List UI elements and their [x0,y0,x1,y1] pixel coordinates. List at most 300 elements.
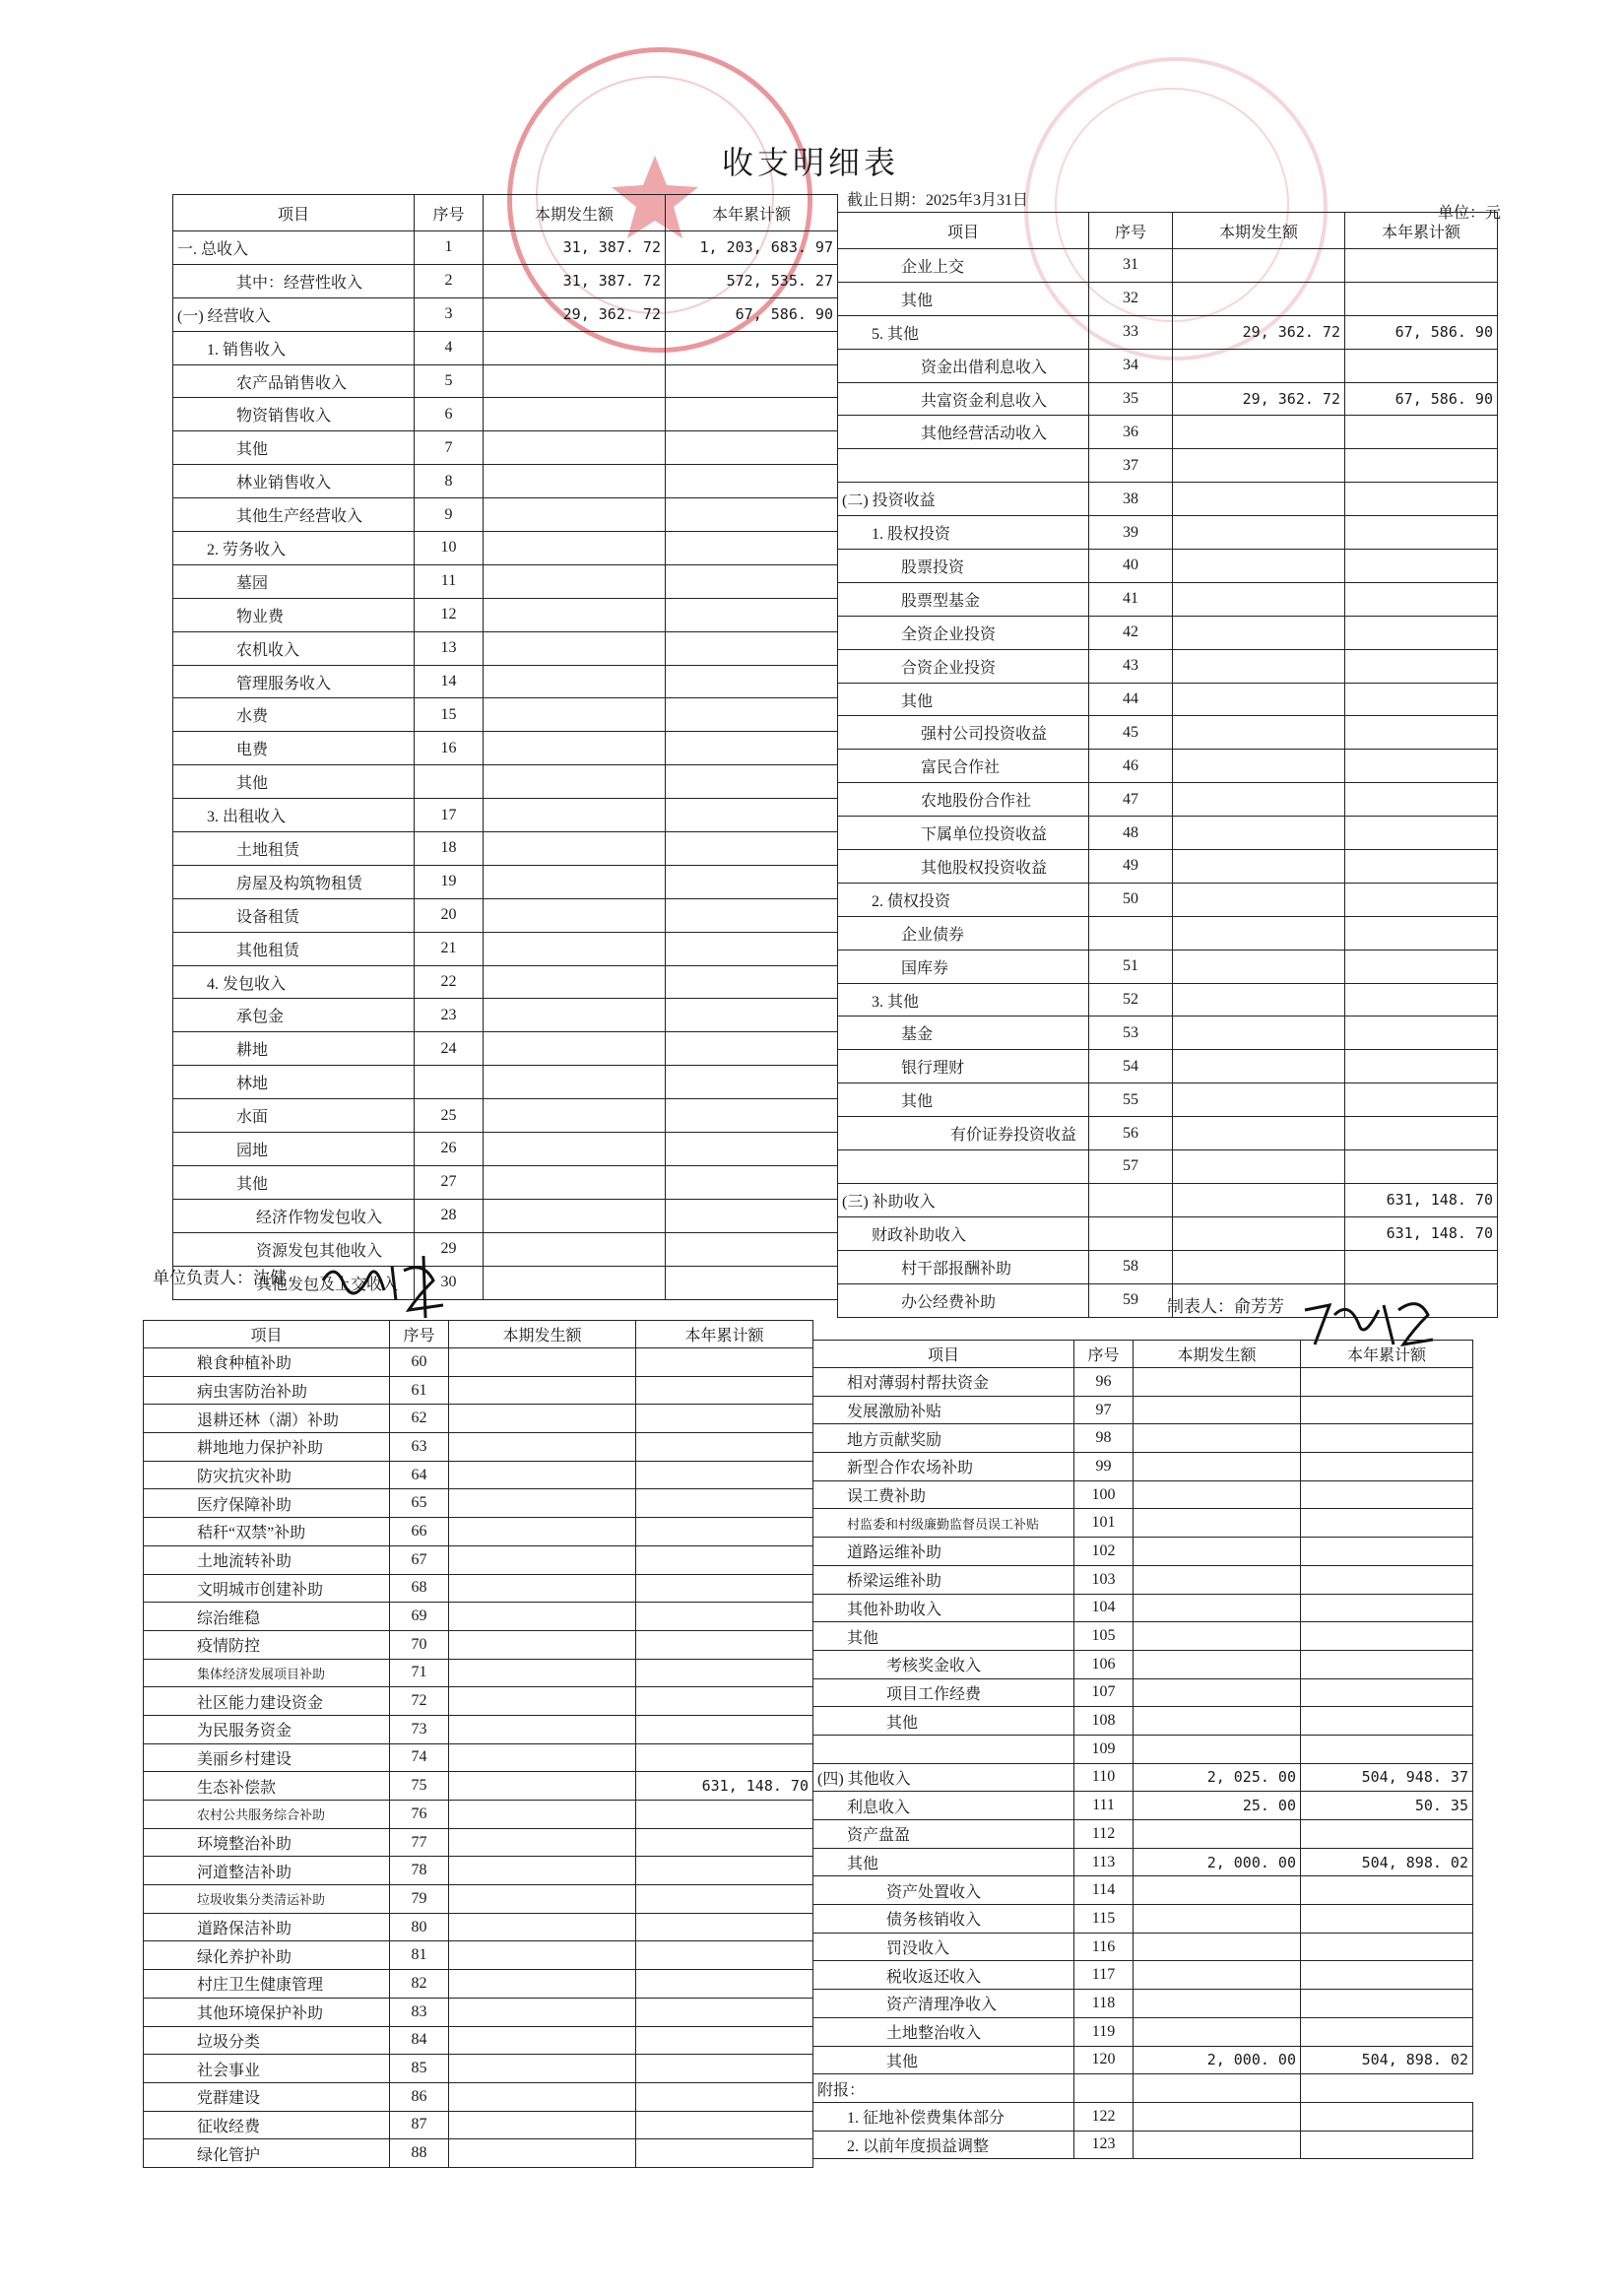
table-row [144,1998,813,2026]
table-row [173,999,838,1032]
row-ytd-cell [636,1913,813,1941]
row-ytd-cell [1301,1650,1473,1678]
row-ytd-cell [666,765,838,799]
row-item-cell: 基金 [838,1017,1089,1050]
row-item-cell: 其他经营活动收入 [838,416,1089,449]
row-item-cell: 全资企业投资 [838,616,1089,649]
row-ytd-cell [1345,1250,1498,1283]
row-ytd-cell [1345,416,1498,449]
row-ytd-cell [1301,2131,1473,2159]
row-period-cell [1173,1083,1345,1117]
table-row [144,1630,813,1659]
table-row [813,1933,1473,1961]
row-seq-cell: 42 [1089,616,1173,649]
row-seq-cell: 77 [390,1828,449,1857]
table-row [173,631,838,665]
row-period-cell: 25. 00 [1134,1792,1301,1820]
col-period-header: 本期发生额 [1134,1341,1301,1368]
row-seq-cell: 107 [1074,1678,1134,1707]
row-item-cell: 社会事业 [144,2055,390,2083]
row-seq-cell: 43 [1089,649,1173,683]
table-row [144,1885,813,1914]
row-period-cell [449,1687,636,1716]
row-ytd-cell [666,598,838,631]
row-ytd-cell [666,1133,838,1166]
row-ytd-cell [1345,850,1498,884]
col-ytd-header: 本年累计额 [636,1321,813,1348]
row-item-cell: 村监委和村级廉勤监督员误工补贴 [813,1509,1074,1538]
row-ytd-cell [666,1266,838,1299]
row-item-cell: 电费 [173,732,415,765]
row-item-cell: 道路保洁补助 [144,1913,390,1941]
row-seq-cell: 11 [415,564,484,598]
row-ytd-cell [1301,1961,1473,1990]
table-row [144,1801,813,1829]
row-item-cell: 房屋及构筑物租赁 [173,865,415,898]
table-row [173,865,838,898]
row-seq-cell: 113 [1074,1848,1134,1876]
row-period-cell [1173,550,1345,583]
row-item-cell: 相对薄弱村帮扶资金 [813,1368,1074,1397]
table-row [813,1792,1473,1820]
row-period-cell [449,1433,636,1462]
row-period-cell [449,1715,636,1743]
row-item-cell: 2. 以前年度损益调整 [813,2131,1074,2159]
row-period-cell [1173,349,1345,382]
row-ytd-cell [1345,616,1498,649]
row-period-cell [449,1743,636,1772]
row-period-cell [484,364,666,398]
table-row [144,2139,813,2168]
table-row [813,2131,1473,2159]
col-ytd-header: 本年累计额 [1345,213,1498,249]
table-row [144,1461,813,1489]
col-period-header: 本期发生额 [1173,213,1345,249]
row-period-cell [1173,483,1345,516]
row-period-cell [1173,817,1345,850]
table-row [173,364,838,398]
row-seq-cell: 31 [1089,249,1173,283]
row-period-cell [1134,1735,1301,1763]
row-ytd-cell [636,1574,813,1603]
income-table-left [172,194,838,1300]
row-ytd-cell [666,898,838,932]
row-period-cell: 2, 025. 00 [1134,1763,1301,1792]
table-row [838,1083,1498,1117]
table-row [144,1518,813,1546]
row-ytd-cell [636,2111,813,2139]
row-item-cell: 土地租赁 [173,832,415,866]
row-period-cell [449,1857,636,1885]
col-period-header: 本期发生额 [484,195,666,231]
row-seq-cell: 53 [1089,1017,1173,1050]
row-period-cell [484,431,666,465]
row-ytd-cell: 50. 35 [1301,1792,1473,1820]
row-seq-cell: 71 [390,1659,449,1687]
table-row [813,1678,1473,1707]
row-ytd-cell: 572, 535. 27 [666,264,838,297]
table-row [144,1913,813,1941]
row-period-cell [484,1199,666,1232]
table-row [144,1603,813,1631]
row-ytd-cell [666,532,838,565]
row-ytd-cell [636,1998,813,2026]
row-period-cell [1173,649,1345,683]
row-seq-cell: 44 [1089,683,1173,716]
table-row [838,416,1498,449]
row-item-cell: 罚没收入 [813,1933,1074,1961]
row-item-cell: 农机收入 [173,631,415,665]
row-ytd-cell [666,364,838,398]
row-item-cell: 水费 [173,698,415,732]
col-period-header: 本期发生额 [449,1321,636,1348]
row-period-cell [1134,1565,1301,1594]
table-row [838,483,1498,516]
row-ytd-cell [636,2082,813,2111]
row-item-cell: 其他租赁 [173,932,415,965]
row-seq-cell: 68 [390,1574,449,1603]
row-period-cell [1134,1622,1301,1651]
row-item-cell: 村干部报酬补助 [838,1250,1089,1283]
row-seq-cell: 2 [415,264,484,297]
row-seq-cell: 17 [415,799,484,832]
row-ytd-cell: 1, 203, 683. 97 [666,231,838,265]
row-ytd-cell [1301,1453,1473,1481]
row-period-cell [1173,1216,1345,1250]
row-seq-cell: 62 [390,1405,449,1433]
row-ytd-cell [636,1348,813,1377]
row-period-cell [1134,2074,1301,2103]
table-row [144,1772,813,1801]
row-item-cell [813,1735,1074,1763]
row-item-cell: 垃圾收集分类清运补助 [144,1885,390,1914]
row-period-cell [1134,1650,1301,1678]
row-ytd-cell [1301,1735,1473,1763]
row-seq-cell: 19 [415,865,484,898]
row-seq-cell: 109 [1074,1735,1134,1763]
table-row [173,1066,838,1099]
row-period-cell [449,1405,636,1433]
row-period-cell [1173,516,1345,550]
table-row [173,1032,838,1066]
row-period-cell [484,999,666,1032]
row-item-cell: (三) 补助收入 [838,1183,1089,1216]
table-row [144,2111,813,2139]
row-ytd-cell [636,1545,813,1574]
row-item-cell: 其他环境保护补助 [144,1998,390,2026]
row-item-cell [838,449,1089,483]
row-item-cell: 共富资金利息收入 [838,382,1089,416]
row-ytd-cell: 631, 148. 70 [1345,1183,1498,1216]
row-period-cell [1134,1933,1301,1961]
row-item-cell: 办公经费补助 [838,1283,1089,1317]
table-row [838,349,1498,382]
row-item-cell: 征收经费 [144,2111,390,2139]
row-seq-cell: 36 [1089,416,1173,449]
row-period-cell [1134,2131,1301,2159]
row-period-cell [449,1518,636,1546]
col-seq-header: 序号 [1089,213,1173,249]
row-ytd-cell: 67, 586. 90 [1345,382,1498,416]
table-row [813,1707,1473,1736]
row-period-cell [449,1545,636,1574]
table-row [144,1376,813,1405]
row-period-cell: 31, 387. 72 [484,264,666,297]
income-table-right [837,212,1498,1318]
row-ytd-cell [1301,1424,1473,1453]
row-item-cell: 环境整治补助 [144,1828,390,1857]
row-item-cell: 疫情防控 [144,1630,390,1659]
row-seq-cell [1089,1183,1173,1216]
row-seq-cell: 38 [1089,483,1173,516]
row-ytd-cell [636,2026,813,2055]
row-ytd-cell [636,1687,813,1716]
row-seq-cell: 104 [1074,1594,1134,1622]
row-ytd-cell [1301,1876,1473,1905]
row-seq-cell: 75 [390,1772,449,1801]
row-ytd-cell [1301,1538,1473,1566]
row-seq-cell: 122 [1074,2102,1134,2131]
row-item-cell: 其他 [173,765,415,799]
row-seq-cell: 20 [415,898,484,932]
row-period-cell [1173,249,1345,283]
row-seq-cell: 103 [1074,1565,1134,1594]
row-item-cell: 其他 [838,683,1089,716]
row-item-cell: 林业销售收入 [173,465,415,498]
col-item-header: 项目 [838,213,1089,249]
row-period-cell [449,1913,636,1941]
row-seq-cell: 59 [1089,1283,1173,1317]
table-row [838,449,1498,483]
row-item-cell: 经济作物发包收入 [173,1199,415,1232]
row-item-cell: 管理服务收入 [173,665,415,698]
row-ytd-cell [1301,1509,1473,1538]
row-ytd-cell [636,1857,813,1885]
row-ytd-cell [666,564,838,598]
row-item-cell: 农产品销售收入 [173,364,415,398]
row-ytd-cell [666,1066,838,1099]
row-ytd-cell [1345,1283,1498,1317]
row-ytd-cell [636,1603,813,1631]
row-period-cell [449,1885,636,1914]
row-ytd-cell [1301,1480,1473,1509]
row-ytd-cell [666,1232,838,1266]
row-seq-cell: 60 [390,1348,449,1377]
row-seq-cell: 10 [415,532,484,565]
table-row [838,1150,1498,1184]
row-period-cell [484,564,666,598]
row-period-cell [1173,750,1345,783]
row-period-cell [1173,1250,1345,1283]
table-row [173,1165,838,1199]
row-ytd-cell [1301,1622,1473,1651]
row-item-cell: 资产清理净收入 [813,1990,1074,2018]
row-period-cell [1134,1905,1301,1934]
row-period-cell [1173,783,1345,817]
row-item-cell: 企业债券 [838,916,1089,950]
row-period-cell [484,965,666,999]
row-ytd-cell [1345,349,1498,382]
row-period-cell [449,1998,636,2026]
row-period-cell: 2, 000. 00 [1134,2046,1301,2074]
row-ytd-cell [636,1630,813,1659]
row-item-cell: (四) 其他收入 [813,1763,1074,1792]
row-seq-cell: 80 [390,1913,449,1941]
row-item-cell: 1. 股权投资 [838,516,1089,550]
row-ytd-cell [1345,582,1498,616]
row-period-cell [484,732,666,765]
row-seq-cell: 102 [1074,1538,1134,1566]
row-item-cell: 道路运维补助 [813,1538,1074,1566]
row-item-cell: 5. 其他 [838,315,1089,349]
row-period-cell [484,832,666,866]
row-seq-cell: 88 [390,2139,449,2168]
row-ytd-cell: 504, 898. 02 [1301,2046,1473,2074]
row-ytd-cell [666,832,838,866]
row-item-cell: 误工费补助 [813,1480,1074,1509]
row-seq-cell: 26 [415,1133,484,1166]
row-item-cell: (二) 投资收益 [838,483,1089,516]
row-period-cell [449,1659,636,1687]
table-row [813,1368,1473,1397]
row-period-cell [449,1376,636,1405]
table-row [838,683,1498,716]
row-ytd-cell [636,2139,813,2168]
row-period-cell [449,1348,636,1377]
table-row [813,1480,1473,1509]
row-item-cell: 耕地 [173,1032,415,1066]
row-seq-cell: 18 [415,832,484,866]
row-seq-cell: 97 [1074,1396,1134,1424]
date-label: 截止日期：2025年3月31日 [847,192,1029,209]
table-row [173,532,838,565]
row-item-cell: 富民合作社 [838,750,1089,783]
row-seq-cell: 40 [1089,550,1173,583]
row-item-cell: 土地整治收入 [813,2017,1074,2046]
table-row [144,1348,813,1377]
row-seq-cell: 46 [1089,750,1173,783]
row-ytd-cell [636,1376,813,1405]
row-period-cell [484,1266,666,1299]
row-ytd-cell [1345,683,1498,716]
table-row [144,2026,813,2055]
row-seq-cell: 52 [1089,983,1173,1017]
row-ytd-cell [666,1165,838,1199]
row-period-cell [484,1032,666,1066]
row-seq-cell: 49 [1089,850,1173,884]
row-period-cell [484,698,666,732]
table-row [144,1941,813,1970]
row-seq-cell: 81 [390,1941,449,1970]
row-period-cell [1173,582,1345,616]
row-item-cell: 地方贡献奖励 [813,1424,1074,1453]
row-ytd-cell [1345,1117,1498,1150]
table-row [173,799,838,832]
row-ytd-cell [666,999,838,1032]
table-row [838,516,1498,550]
row-seq-cell: 54 [1089,1050,1173,1083]
row-period-cell [1134,1707,1301,1736]
row-seq-cell: 34 [1089,349,1173,382]
row-period-cell [449,1461,636,1489]
row-period-cell [1173,916,1345,950]
row-item-cell: 土地流转补助 [144,1545,390,1574]
row-item-cell: 其他生产经营收入 [173,498,415,532]
row-item-cell: 党群建设 [144,2082,390,2111]
row-ytd-cell [1301,1933,1473,1961]
preparer-label: 制表人：俞芳芳 [1167,1297,1284,1316]
row-item-cell: 其他 [838,1083,1089,1117]
row-ytd-cell [636,1489,813,1518]
row-ytd-cell: 631, 148. 70 [1345,1216,1498,1250]
row-period-cell [1173,850,1345,884]
row-period-cell [449,2055,636,2083]
table-row [813,1961,1473,1990]
row-period-cell [449,2026,636,2055]
row-period-cell [1134,1424,1301,1453]
table-row [813,1763,1473,1792]
row-item-cell: 林地 [173,1066,415,1099]
unit-head-label: 单位负责人：沈健 [153,1269,287,1287]
row-ytd-cell [1345,783,1498,817]
row-seq-cell: 118 [1074,1990,1134,2018]
row-period-cell [1134,1538,1301,1566]
row-period-cell [484,465,666,498]
row-item-cell: 银行理财 [838,1050,1089,1083]
row-seq-cell: 9 [415,498,484,532]
subsidy-table-left [143,1320,813,2168]
row-period-cell [449,1801,636,1829]
row-item-cell: 3. 出租收入 [173,799,415,832]
row-ytd-cell [636,1715,813,1743]
row-item-cell: 为民服务资金 [144,1715,390,1743]
row-seq-cell: 47 [1089,783,1173,817]
table-row [838,616,1498,649]
row-period-cell [484,1133,666,1166]
row-seq-cell: 23 [415,999,484,1032]
table-row [813,1650,1473,1678]
row-item-cell: 物业费 [173,598,415,631]
row-ytd-cell [636,1405,813,1433]
row-period-cell [484,532,666,565]
table-row [144,1489,813,1518]
table-row [144,1715,813,1743]
row-item-cell: 美丽乡村建设 [144,1743,390,1772]
table-row [813,2046,1473,2074]
row-item-cell: 资产盘盈 [813,1820,1074,1849]
table-row [838,1183,1498,1216]
row-ytd-cell [636,1518,813,1546]
row-seq-cell: 24 [415,1032,484,1066]
table-row [144,2082,813,2111]
row-period-cell [484,1165,666,1199]
row-ytd-cell [1301,2017,1473,2046]
row-seq-cell: 82 [390,1970,449,1999]
row-ytd-cell [1301,1368,1473,1397]
row-seq-cell: 123 [1074,2131,1134,2159]
row-seq-cell: 7 [415,431,484,465]
row-ytd-cell [666,631,838,665]
row-ytd-cell [1345,916,1498,950]
row-ytd-cell [1301,1905,1473,1934]
row-period-cell [449,1970,636,1999]
subsidy-table-right [812,1340,1473,2159]
table-row [813,1820,1473,1849]
row-item-cell: 综治维稳 [144,1603,390,1631]
row-ytd-cell [1345,449,1498,483]
row-seq-cell: 6 [415,398,484,431]
row-seq-cell: 57 [1089,1150,1173,1184]
